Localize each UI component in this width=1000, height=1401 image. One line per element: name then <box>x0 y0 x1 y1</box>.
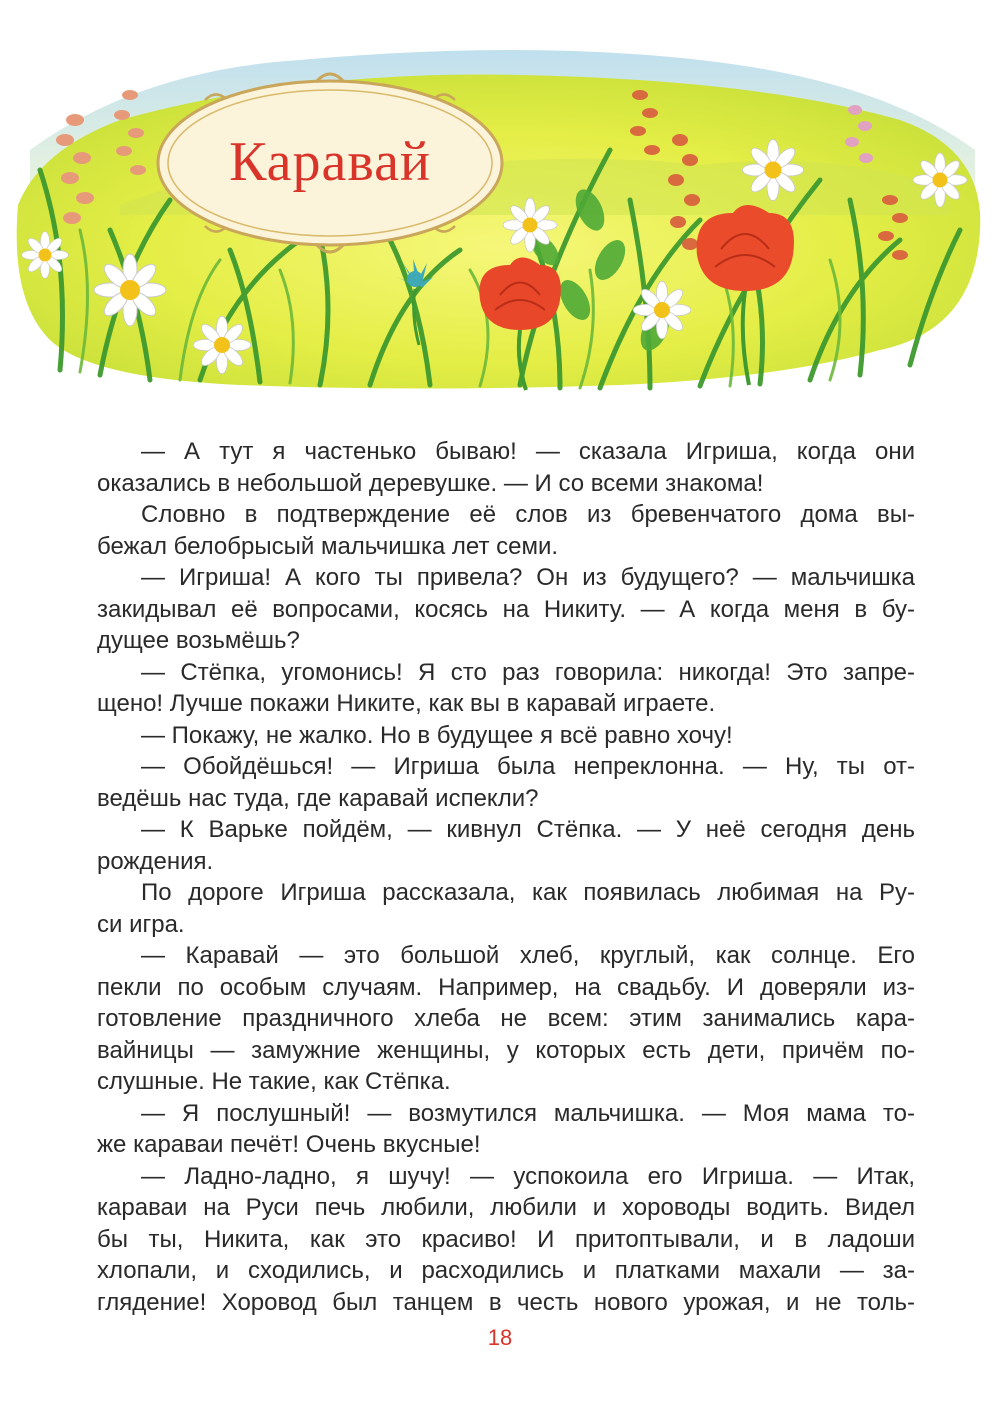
text-line: закидывал её вопросами, косясь на Никиту. — А когда меня в бу- <box>97 595 915 623</box>
text-line: бежал белобрысый мальчишка лет семи. <box>97 532 559 560</box>
text-line: — А тут я частенько бываю! — сказала Игриша, когда они <box>141 438 915 465</box>
text-line: — Обойдёшься! — Игриша была непреклонна. — Ну, ты от- <box>141 753 915 780</box>
text-line: хлопали, и сходились, и расходились и платками махали — за- <box>97 1257 915 1284</box>
text-line: караваи на Руси печь любили, любили и хороводы водить. Видел <box>97 1194 915 1221</box>
text-line: бы ты, Никита, как это красиво! И притоптывали, и в ладоши <box>97 1225 915 1253</box>
text-line: По дороге Игриша рассказала, как появилась любимая на Ру- <box>141 879 915 906</box>
text-line: же караваи печёт! Очень вкусные! <box>97 1131 481 1158</box>
text-line: ведёшь нас туда, где каравай испекли? <box>97 784 539 812</box>
text-line: — Я послушный! — возмутился мальчишка. — Моя мама то- <box>141 1099 915 1127</box>
meadow-illustration <box>0 0 1000 400</box>
text-line: готовление праздничного хлеба не всем: этим занимались кара- <box>97 1005 915 1032</box>
text-line: глядение! Хоровод был танцем в честь нового урожая, и не толь- <box>97 1288 915 1316</box>
text-line: рождения. <box>97 847 214 875</box>
page-number: 18 <box>487 1325 513 1350</box>
text-line: — Стёпка, угомонись! Я сто раз говорила: никогда! Это запре- <box>141 658 915 686</box>
text-line: дущее возьмёшь? <box>97 627 300 654</box>
page-title: Каравай <box>229 131 431 193</box>
text-line: — Каравай — это большой хлеб, круглый, как солнце. Его <box>141 942 915 969</box>
story-text <box>97 436 915 1318</box>
text-line: Словно в подтверждение её слов из бревенчатого дома вы- <box>141 501 915 528</box>
text-line: — Покажу, не жалко. Но в будущее я всё равно хочу! <box>141 721 733 749</box>
text-line: си игра. <box>97 910 185 938</box>
text-line: щено! Лучше покажи Никите, как вы в каравай играете. <box>97 690 716 717</box>
text-line: пекли по особым случаям. Например, на свадьбу. И доверяли из- <box>97 973 915 1001</box>
text-line: оказались в небольшой деревушке. — И со всеми знакома! <box>97 469 764 497</box>
text-line: — Ладно-ладно, я шучу! — успокоила его Игриша. — Итак, <box>141 1162 915 1190</box>
text-line: вайницы — замужние женщины, у которых есть дети, причём по- <box>97 1036 915 1064</box>
text-line: — К Варьке пойдём, — кивнул Стёпка. — У неё сегодня день <box>141 816 915 843</box>
text-line: слушные. Не такие, как Стёпка. <box>97 1068 451 1095</box>
text-line: — Игриша! А кого ты привела? Он из будущего? — мальчишка <box>141 564 915 591</box>
